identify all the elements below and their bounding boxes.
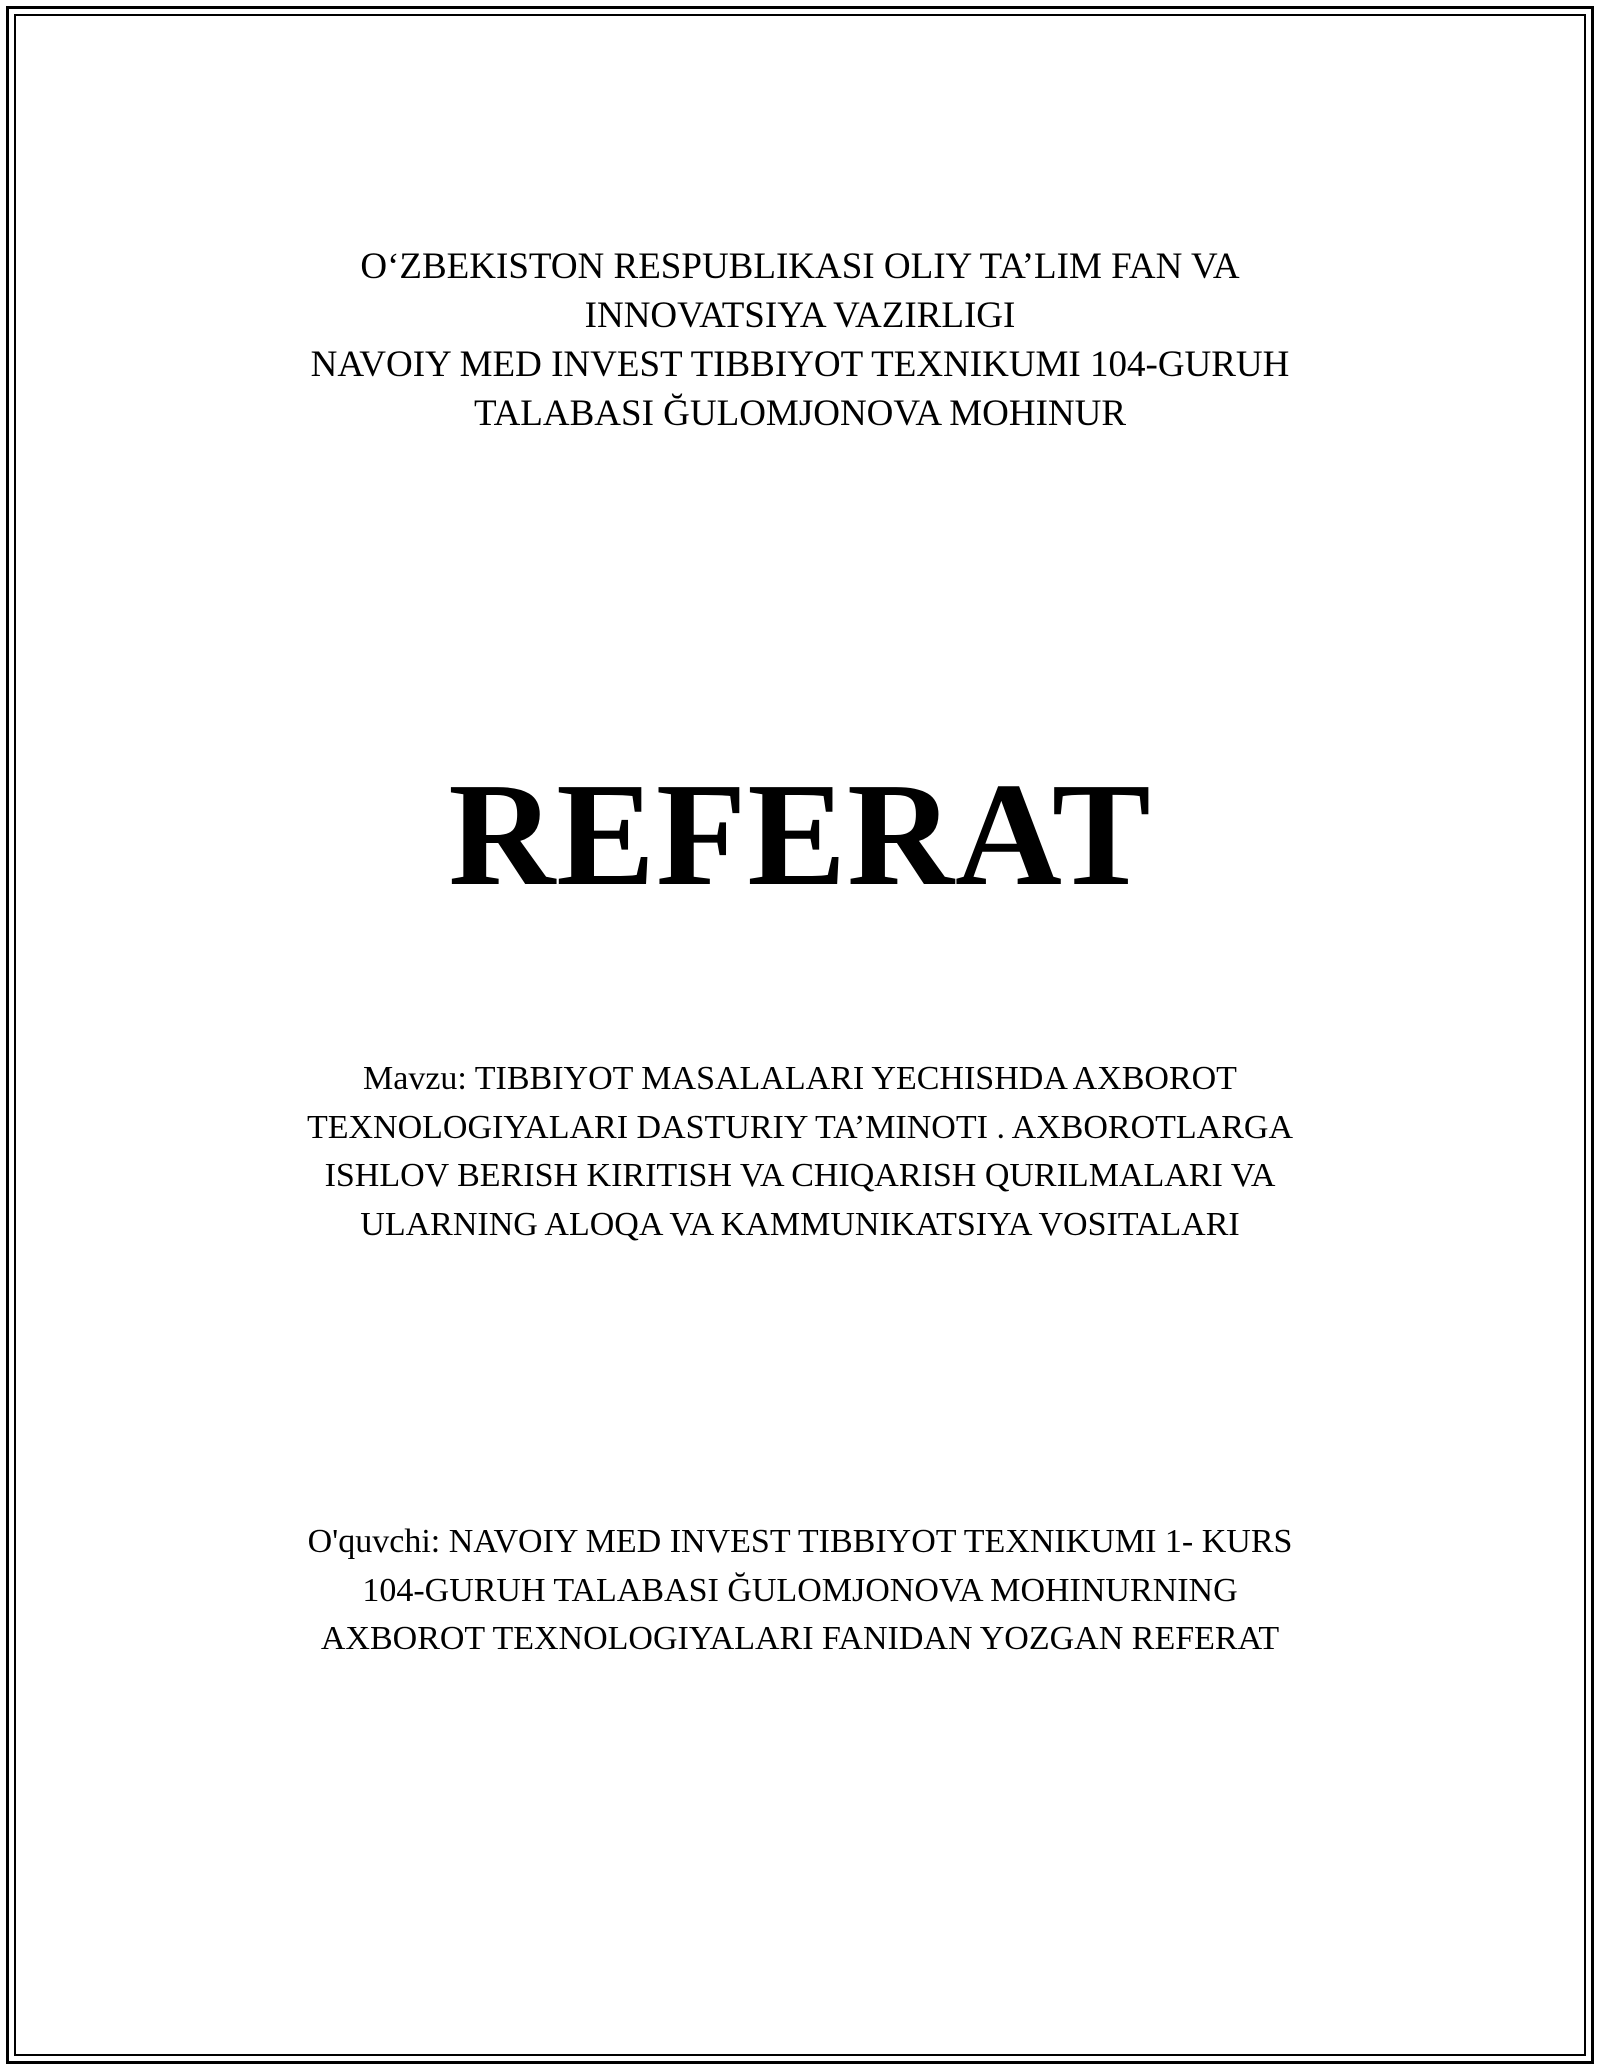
header-line: NAVOIY MED INVEST TIBBIYOT TEXNIKUMI 104-GURUH	[310, 344, 1290, 385]
header-line: INNOVATSIYA VAZIRLIGI	[584, 295, 1016, 336]
document-title: REFERAT	[448, 753, 1152, 917]
student-line: O'quvchi: NAVOIY MED INVEST TIBBIYOT TEXNIKUMI 1- KURS	[307, 1523, 1293, 1560]
student-section	[0, 1518, 1600, 1664]
institution-header	[0, 242, 1600, 438]
header-line: TALABASI ĞULOMJONOVA MOHINUR	[473, 393, 1127, 434]
header-line: O‘ZBEKISTON RESPUBLIKASI OLIY TA’LIM FAN VA	[360, 246, 1240, 287]
topic-section	[0, 1055, 1600, 1249]
topic-line: ISHLOV BERISH KIRITISH VA CHIQARISH QURILMALARI VA	[324, 1157, 1276, 1194]
topic-line: TEXNOLOGIYALARI DASTURIY TA’MINOTI . AXBOROTLARGA	[306, 1108, 1294, 1146]
topic-line: ULARNING ALOQA VA KAMMUNIKATSIYA VOSITALARI	[360, 1205, 1240, 1243]
student-line: AXBOROT TEXNOLOGIYALARI FANIDAN YOZGAN REFERAT	[320, 1620, 1280, 1657]
student-line: 104-GURUH TALABASI ĞULOMJONOVA MOHINURNING	[362, 1571, 1238, 1609]
topic-line: Mavzu: TIBBIYOT MASALALARI YECHISHDA AXBOROT	[363, 1060, 1237, 1097]
